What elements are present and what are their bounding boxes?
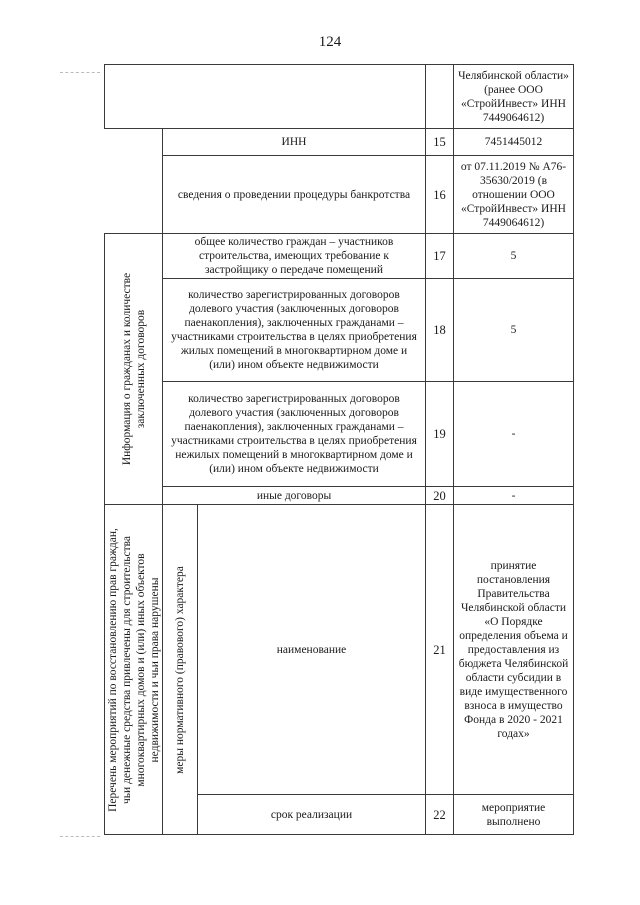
group-measures-label: Перечень мероприятий по восстановлению прав граждан, чьи денежные средства привлечены для строительства многоквартирных домов и (или) иных объектов недвижимости и чьи права нарушены (106, 527, 161, 812)
row-label: сведения о проведении процедуры банкротства (163, 156, 426, 234)
scan-mark (60, 72, 100, 73)
table-row (105, 279, 574, 382)
table-row (105, 234, 574, 279)
row-label: количество зарегистрированных договоров долевого участия (заключенных договоров паенакопления), заключенных гражданами – участниками строительства в целях приобретения нежилых помещений в многоквартирном доме и (или) ином объекте недвижимости (163, 382, 426, 487)
group-normative-label: меры нормативного (правового) характера (174, 565, 186, 774)
table-row (105, 129, 574, 156)
group-info-cell (105, 234, 163, 505)
row-label: количество зарегистрированных договоров долевого участия (заключенных договоров паенакопления), заключенных гражданами – участниками строительства в целях приобретения жилых помещений в многоквартирном доме и (или) ином объекте недвижимости (163, 279, 426, 382)
empty-cell (105, 129, 163, 156)
group-measures-cell (105, 505, 163, 835)
row-value: - (454, 382, 574, 487)
row-value: принятие постановления Правительства Челябинской области «О Порядке определения объема и предоставления из бюджета Челябинской области субсидии в виде имущественного взноса в имущество Фонда в 2020 - 2021 годах» (454, 505, 574, 795)
row-number-cell (426, 65, 454, 129)
row-value: 7451445012 (454, 129, 574, 156)
empty-cell (105, 65, 426, 129)
row-number: 15 (426, 129, 454, 156)
row-value: 5 (454, 279, 574, 382)
row-number: 17 (426, 234, 454, 279)
row-label: общее количество граждан – участников строительства, имеющих требование к застройщику о передаче помещений (163, 234, 426, 279)
table-row (105, 156, 574, 234)
row-value: Челябинской области» (ранее ООО «СтройИнвест» ИНН 7449064612) (454, 65, 574, 129)
row-label: срок реализации (198, 795, 426, 835)
scan-mark (60, 836, 100, 837)
row-number: 19 (426, 382, 454, 487)
row-value: мероприятие выполнено (454, 795, 574, 835)
group-normative-cell (163, 505, 198, 835)
table-row (105, 505, 574, 795)
table-row (105, 65, 574, 129)
row-label: ИНН (163, 129, 426, 156)
row-label: иные договоры (163, 487, 426, 505)
row-value: - (454, 487, 574, 505)
table-row (105, 487, 574, 505)
row-number: 22 (426, 795, 454, 835)
row-number: 21 (426, 505, 454, 795)
page-number: 124 (318, 34, 342, 50)
empty-cell (105, 156, 163, 234)
row-label: наименование (198, 505, 426, 795)
row-number: 18 (426, 279, 454, 382)
row-value: от 07.11.2019 № А76-35630/2019 (в отношении ООО «СтройИнвест» ИНН 7449064612) (454, 156, 574, 234)
group-info-label: Информация о гражданах и количестве заключенных договоров (120, 272, 147, 466)
row-value: 5 (454, 234, 574, 279)
row-number: 20 (426, 487, 454, 505)
table-row (105, 382, 574, 487)
data-table (104, 64, 574, 835)
row-number: 16 (426, 156, 454, 234)
